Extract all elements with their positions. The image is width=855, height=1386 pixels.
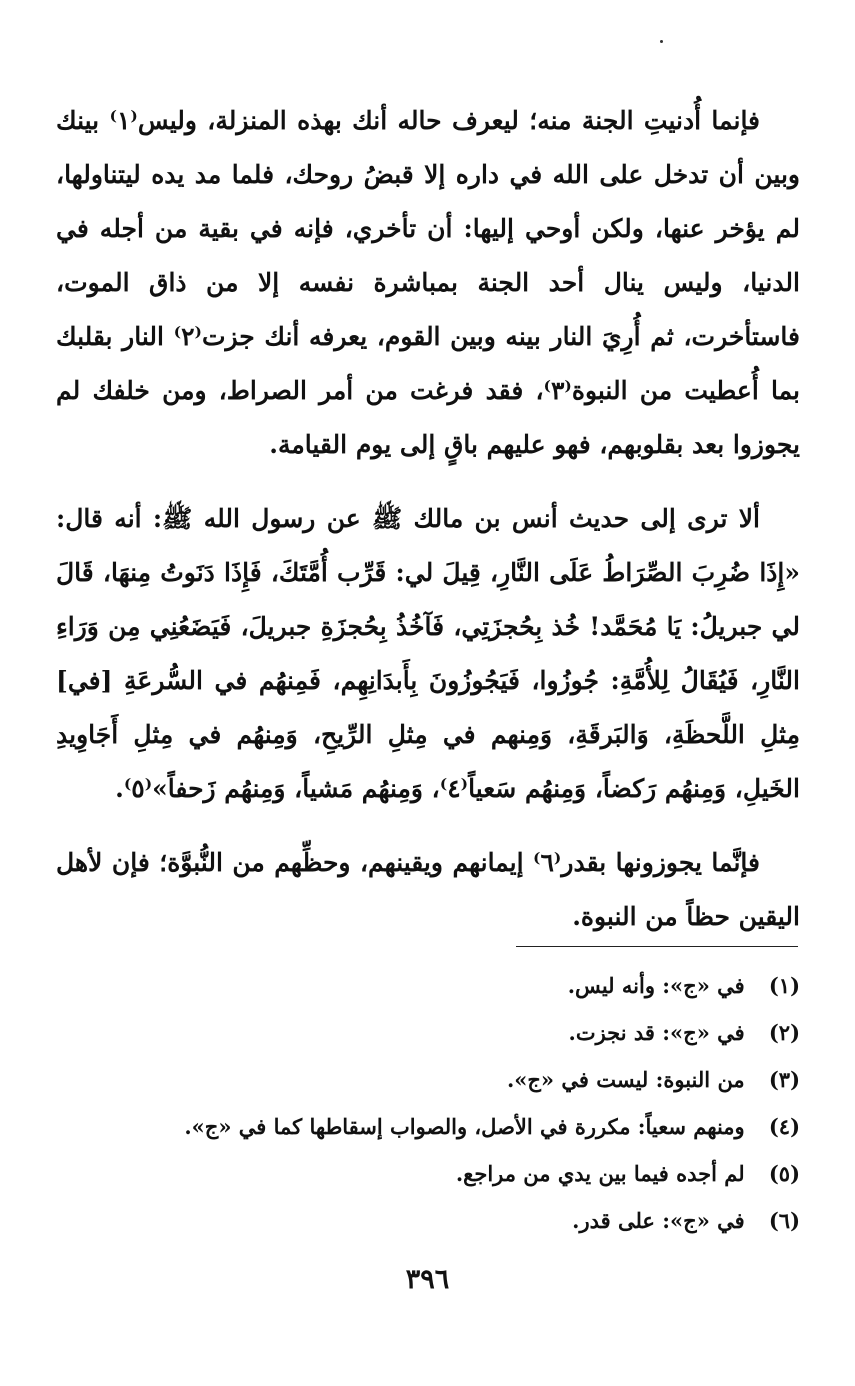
footnote-number: (٣) [768, 1067, 800, 1092]
footnote-text: في «ج»: على قدر. [572, 1208, 745, 1233]
footnotes-list [56, 962, 800, 1244]
paragraph-1: فإنما أُدنيتِ الجنة منه؛ ليعرف حاله أنك بهذه المنزلة، وليس⁽١⁾ بينك وبين أن تدخل على الله في داره إلا قبضُ روحك، فلما مد يده ليتناولها، لم يؤخر عنها، ولكن أوحي إليها: أن تأخري، فإنه في بقية من أجله في الدنيا، وليس ينال أحد الجنة بمباشرة نفسه إلا من ذاق الموت، فاستأخرت، ثم أُرِيَ النار بينه وبين القوم، يعرفه أنك جزت⁽٢⁾ النار بقلبك بما أُعطيت من النبوة⁽٣⁾، فقد فرغت من أمر الصراط، ومن خلفك لم يجوزوا بعد بقلوبهم، فهو عليهم باقٍ إلى يوم القيامة. [56, 106, 801, 459]
page-number: ٣٩٦ [405, 1264, 450, 1295]
footnote-number: (٥) [768, 1161, 800, 1186]
footnote-number: (٦) [768, 1208, 800, 1233]
footnote-separator [516, 946, 798, 947]
paragraph-2-hadith: ألا ترى إلى حديث أنس بن مالك ﷺ عن رسول الله ﷺ: أنه قال: «إِذَا ضُرِبَ الصِّرَاطُ عَلَى النَّارِ، قِيلَ لي: قَرِّب أُمَّتَكَ، فَإِذَا دَنَوتُ مِنهَا، قَالَ لي جبريلُ: يَا مُحَمَّد! خُذ بِحُجزَتِي، فَآخُذُ بِحُجزَةِ جبريلَ، فَيَضَعُنِي مِن وَرَاءِ النَّارِ، فَيُقَالُ لِلأُمَّةِ: جُوزُوا، فَيَجُوزُونَ بِأَبدَانِهِم، فَمِنهُم في السُّرعَةِ [في] مِثلِ اللَّحظَةِ، وَالبَرقَةِ، وَمِنهم في مِثلِ الرِّيحِ، وَمِنهُم في مِثلِ أَجَاوِيدِ الخَيلِ، وَمِنهُم رَكضاً، وَمِنهُم سَعياً⁽٤⁾، وَمِنهُم مَشياً، وَمِنهُم زَحفاً»⁽٥⁾. [56, 504, 800, 803]
paragraph-3: فإنَّما يجوزونها بقدر⁽٦⁾ إيمانهم ويقينهم، وحظِّهم من النُّبوَّة؛ فإن لأهل اليقين حظاً من النبوة. [56, 848, 800, 931]
footnote-text: في «ج»: قد نجزت. [568, 1020, 745, 1045]
footnote-text: من النبوة: ليست في «ج». [506, 1067, 745, 1092]
footnote-2 [56, 1009, 800, 1056]
footnote-1 [56, 962, 800, 1009]
footnote-text: ومنهم سعياً: مكررة في الأصل، والصواب إسقاطها كما في «ج». [184, 1114, 745, 1139]
footnote-text: في «ج»: وأنه ليس. [567, 973, 745, 998]
footnote-6 [56, 1197, 800, 1244]
footnote-number: (٤) [768, 1114, 800, 1139]
footnote-number: (١) [768, 973, 800, 998]
ink-speck [660, 40, 663, 43]
footnote-3 [56, 1056, 800, 1103]
footnote-text: لم أجده فيما بين يدي من مراجع. [455, 1161, 745, 1186]
footnote-5 [56, 1150, 800, 1197]
footnote-4 [56, 1103, 800, 1150]
main-text-body [56, 94, 800, 964]
footnote-number: (٢) [768, 1020, 800, 1045]
